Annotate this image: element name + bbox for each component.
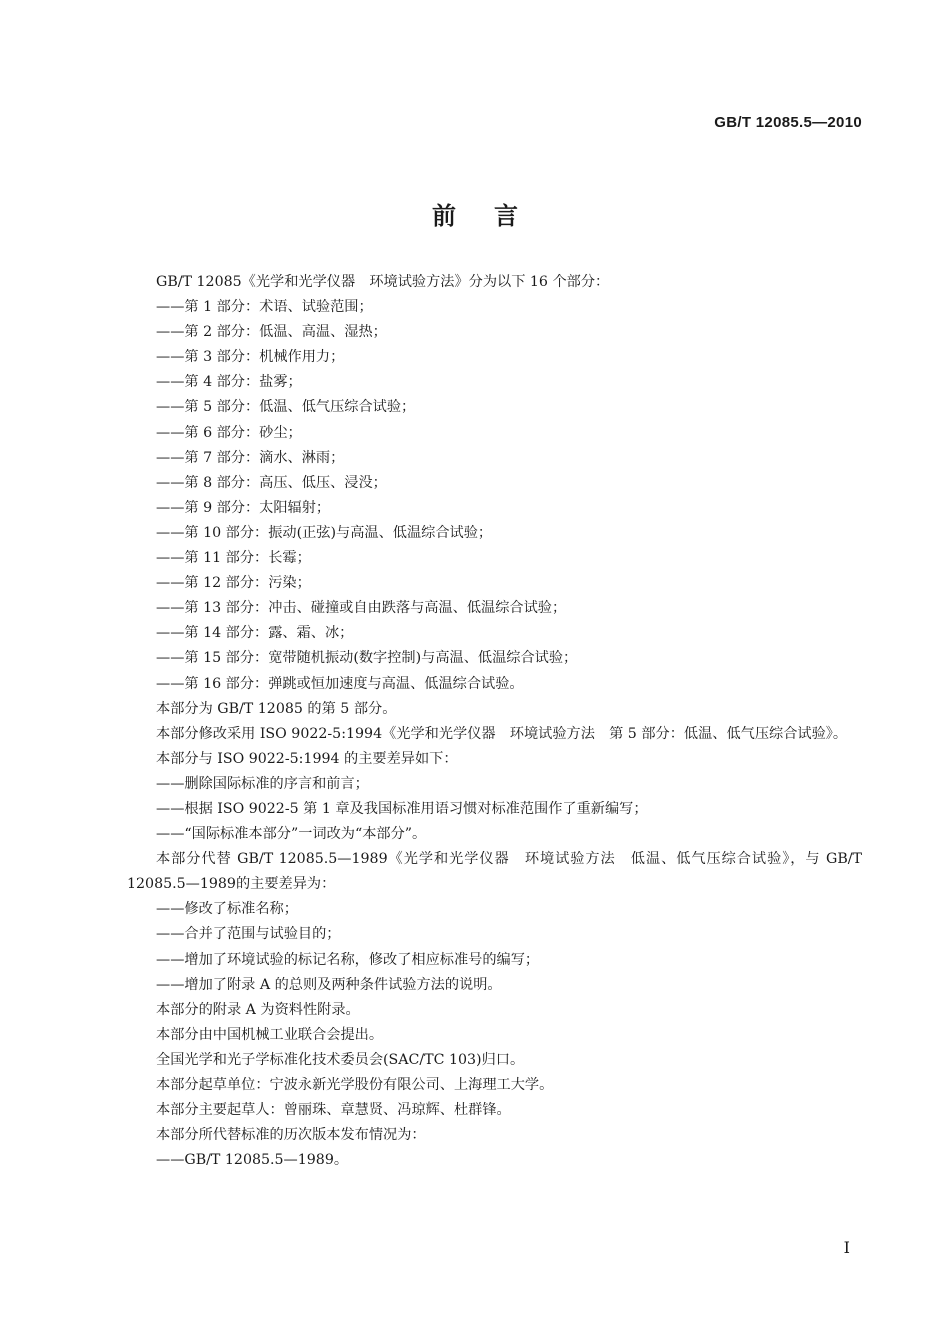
replaces-paragraph: 本部分代替 GB/T 12085.5—1989《光学和光学仪器 环境试验方法 低温、低气压综合试验》，与 GB/T 12085.5—1989的主要差异为： <box>127 851 862 893</box>
old-diff-list <box>127 897 862 997</box>
list-item: ——第 3 部分：机械作用力； <box>156 349 345 366</box>
closing-paragraph: 全国光学和光子学标准化技术委员会(SAC/TC 103)归口。 <box>156 1051 525 1068</box>
list-item: ——删除国际标准的序言和前言； <box>156 775 369 792</box>
parts-list <box>127 295 862 697</box>
list-item: ——第 10 部分：振动(正弦)与高温、低温综合试验； <box>156 524 493 541</box>
adoption-paragraph: 本部分修改采用 ISO 9022-5:1994《光学和光学仪器 环境试验方法 第 5 部分：低温、低气压综合试验》。 <box>156 725 848 742</box>
list-item: ——第 7 部分：滴水、淋雨； <box>156 449 345 466</box>
list-item: ——“国际标准本部分”一词改为“本部分”。 <box>156 826 427 843</box>
history-item: ——GB/T 12085.5—1989。 <box>156 1152 349 1169</box>
list-item: ——第 8 部分：高压、低压、浸没； <box>156 474 387 491</box>
list-item: ——第 14 部分：露、霜、冰； <box>156 625 354 642</box>
foreword-body <box>127 270 862 1173</box>
iso-diff-intro: 本部分与 ISO 9022-5:1994 的主要差异如下： <box>156 750 458 767</box>
list-item: ——第 13 部分：冲击、碰撞或自由跌落与高温、低温综合试验； <box>156 600 567 617</box>
list-item: ——修改了标准名称； <box>156 901 298 918</box>
intro-paragraph: GB/T 12085《光学和光学仪器 环境试验方法》分为以下 16 个部分： <box>156 274 610 290</box>
closing-paragraph: 本部分主要起草人：曾丽珠、章慧贤、冯琼辉、杜群锋。 <box>156 1102 511 1119</box>
list-item: ——第 1 部分：术语、试验范围； <box>156 299 373 316</box>
list-item: ——第 12 部分：污染； <box>156 575 311 592</box>
closing-paragraph: 本部分的附录 A 为资料性附录。 <box>156 1001 360 1018</box>
standard-code: GB/T 12085.5—2010 <box>714 114 862 131</box>
closing-paragraph: 本部分起草单位：宁波永新光学股份有限公司、上海理工大学。 <box>156 1077 554 1093</box>
list-item: ——第 6 部分：砂尘； <box>156 424 302 441</box>
this-part-paragraph: 本部分为 GB/T 12085 的第 5 部分。 <box>156 700 397 717</box>
list-item: ——合并了范围与试验目的； <box>156 926 341 943</box>
list-item: ——第 16 部分：弹跳或恒加速度与高温、低温综合试验。 <box>156 675 524 692</box>
list-item: ——根据 ISO 9022-5 第 1 章及我国标准用语习惯对标准范围作了重新编写； <box>156 800 648 817</box>
iso-diff-list <box>127 772 862 847</box>
list-item: ——增加了附录 A 的总则及两种条件试验方法的说明。 <box>156 976 502 993</box>
list-item: ——第 11 部分：长霉； <box>156 550 311 567</box>
closing-paragraph: 本部分所代替标准的历次版本发布情况为： <box>156 1127 426 1144</box>
list-item: ——增加了环境试验的标记名称，修改了相应标准号的编写； <box>156 951 540 968</box>
list-item: ——第 2 部分：低温、高温、湿热； <box>156 324 387 341</box>
closing-paragraph: 本部分由中国机械工业联合会提出。 <box>156 1026 384 1043</box>
list-item: ——第 4 部分：盐雾； <box>156 374 302 391</box>
list-item: ——第 15 部分：宽带随机振动(数字控制)与高温、低温综合试验； <box>156 650 578 667</box>
page-number: I <box>843 1238 850 1257</box>
list-item: ——第 5 部分：低温、低气压综合试验； <box>156 399 416 416</box>
page-title: 前言 <box>432 202 556 230</box>
list-item: ——第 9 部分：太阳辐射； <box>156 499 331 516</box>
